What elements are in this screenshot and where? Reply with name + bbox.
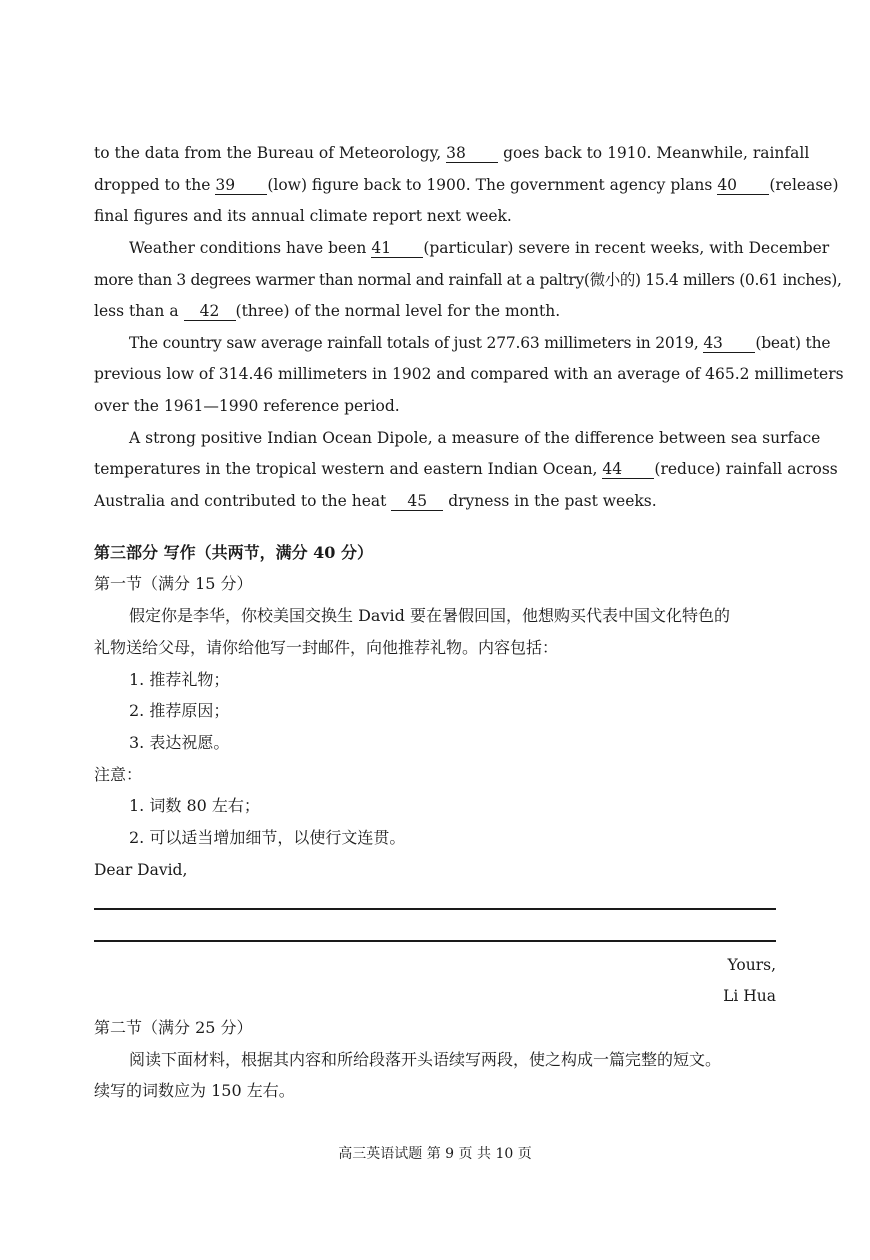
passage-line: A strong positive Indian Ocean Dipole, a measure of the difference between sea surface bbox=[129, 429, 821, 447]
text: temperatures in the tropical western and eastern Indian Ocean, bbox=[94, 460, 598, 478]
passage-line bbox=[94, 459, 838, 479]
section2-line: 续写的词数应为 150 左右。 bbox=[94, 1081, 295, 1100]
task-line: 礼物送给父母，请你给他写一封邮件，向他推荐礼物。内容包括： bbox=[94, 638, 559, 657]
note-label: 注意： bbox=[94, 765, 143, 784]
passage-line bbox=[94, 175, 839, 195]
task-line: 假定你是李华，你校美国交换生 David 要在暑假回国，他想购买代表中国文化特色的 bbox=[129, 606, 730, 625]
section1-title: 第一节（满分 15 分） bbox=[94, 574, 253, 593]
passage-line: final figures and its annual climate report next week. bbox=[94, 207, 512, 225]
text: (beat) the bbox=[755, 334, 831, 352]
list-item: 2. 推荐原因； bbox=[129, 701, 230, 720]
text: (low) figure back to 1900. The government agency plans bbox=[267, 176, 713, 194]
text: (reduce) rainfall across bbox=[654, 460, 838, 478]
blank-40: 40 bbox=[717, 177, 769, 195]
list-item: 3. 表达祝愿。 bbox=[129, 733, 230, 752]
text: dryness in the past weeks. bbox=[448, 492, 657, 510]
passage-line: over the 1961—1990 reference period. bbox=[94, 397, 400, 415]
blank-38: 38 bbox=[446, 145, 498, 163]
blank-44: 44 bbox=[602, 461, 654, 479]
answer-line bbox=[94, 940, 776, 942]
blank-39: 39 bbox=[215, 177, 267, 195]
text: The country saw average rainfall totals of just 277.63 millimeters in 2019, bbox=[129, 334, 699, 352]
text: dropped to the bbox=[94, 176, 211, 194]
passage-line bbox=[129, 238, 830, 258]
text: (particular) severe in recent weeks, with December bbox=[423, 239, 830, 257]
passage-line bbox=[94, 143, 810, 163]
text: Weather conditions have been bbox=[129, 239, 367, 257]
list-item: 1. 推荐礼物； bbox=[129, 670, 230, 689]
text: Australia and contributed to the heat bbox=[94, 492, 387, 510]
greeting: Dear David, bbox=[94, 861, 188, 879]
section2-line: 阅读下面材料，根据其内容和所给段落开头语续写两段，使之构成一篇完整的短文。 bbox=[129, 1050, 722, 1069]
text: to the data from the Bureau of Meteorology, bbox=[94, 144, 442, 162]
passage-line bbox=[94, 301, 776, 321]
blank-42: 42 bbox=[184, 303, 236, 321]
blank-41: 41 bbox=[371, 240, 423, 258]
answer-line bbox=[94, 908, 776, 910]
part-title: 第三部分 写作（共两节，满分 40 分） bbox=[94, 543, 373, 562]
passage-line bbox=[94, 491, 776, 511]
passage-line bbox=[129, 333, 831, 353]
blank-45: 45 bbox=[391, 493, 443, 511]
closing: Yours, bbox=[727, 956, 776, 974]
text: (three) of the normal level for the month. bbox=[235, 302, 561, 320]
note-item: 1. 词数 80 左右； bbox=[129, 796, 260, 815]
blank-43: 43 bbox=[703, 335, 755, 353]
text: goes back to 1910. Meanwhile, rainfall bbox=[503, 144, 810, 162]
signature: Li Hua bbox=[723, 987, 776, 1005]
text: (release) bbox=[769, 176, 839, 194]
page-footer: 高三英语试题 第 9 页 共 10 页 bbox=[338, 1146, 532, 1162]
passage-line: more than 3 degrees warmer than normal and rainfall at a paltry(微小的) 15.4 millers (0.61 inches), bbox=[94, 271, 842, 289]
text: less than a bbox=[94, 302, 179, 320]
section2-title: 第二节（满分 25 分） bbox=[94, 1018, 253, 1037]
note-item: 2. 可以适当增加细节，以使行文连贯。 bbox=[129, 828, 406, 847]
passage-line: previous low of 314.46 millimeters in 1902 and compared with an average of 465.2 millimeters bbox=[94, 365, 844, 383]
